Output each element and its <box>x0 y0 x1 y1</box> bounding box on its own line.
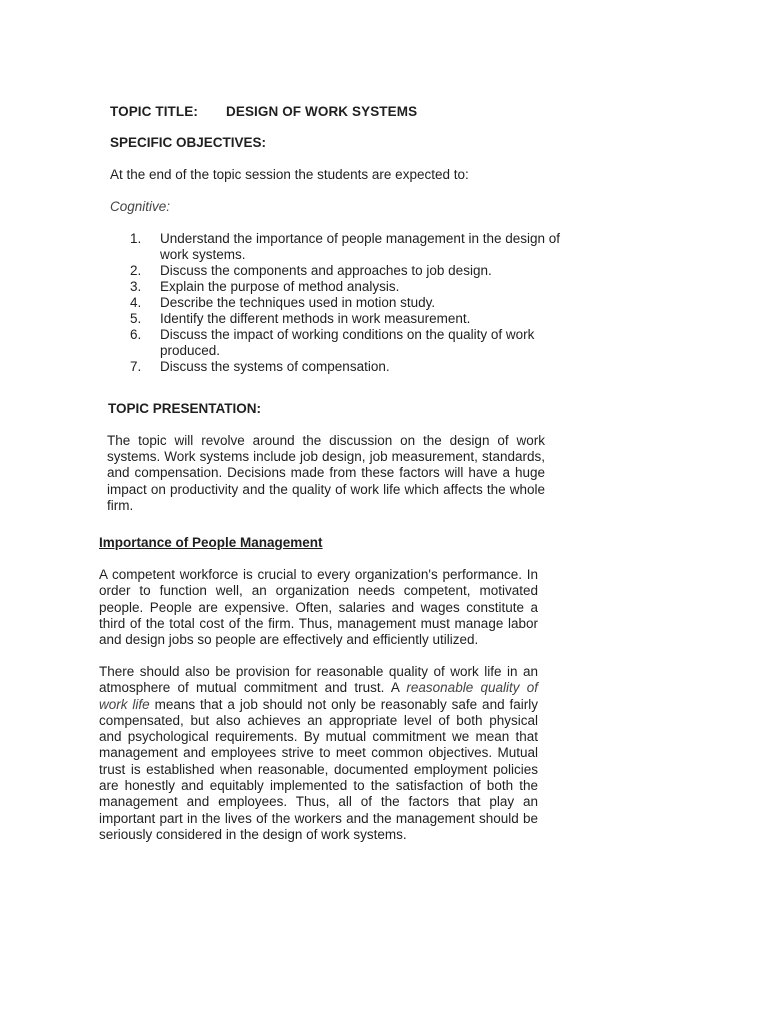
people-management-paragraph-2 <box>99 664 538 843</box>
objectives-list <box>130 231 580 375</box>
cognitive-label: Cognitive: <box>110 199 171 214</box>
presentation-paragraph: The topic will revolve around the discussion on the design of work systems. Work systems include job design, job measurement, standards, and compensation. Decisions made from these factors will have a huge impact on productivity and the quality of work life which affects the whole firm. <box>107 433 545 513</box>
objective-number: 7. <box>130 359 142 374</box>
objective-number: 6. <box>130 327 142 342</box>
objective-text: Discuss the systems of compensation. <box>160 359 390 374</box>
objective-text: Discuss the impact of working conditions on the quality of work produced. <box>160 327 535 358</box>
topic-title-row <box>110 104 417 119</box>
presentation-heading: TOPIC PRESENTATION: <box>108 401 262 416</box>
paragraph-2-text-start: There should also be provision for reasonable quality of work life in an atmosphere of mutual commitment and trust. A <box>99 664 538 696</box>
objective-item <box>130 327 580 359</box>
objective-text: Discuss the components and approaches to job design. <box>160 263 492 278</box>
objective-number: 4. <box>130 295 142 310</box>
people-management-paragraph-1: A competent workforce is crucial to every organization's performance. In order to function well, an organization needs competent, motivated people. People are expensive. Often, salaries and wages constitute a third of the total cost of the firm. Thus, management must manage labor and design jobs so people are effectively and efficiently utilized. <box>99 567 538 648</box>
objective-text: Identify the different methods in work measurement. <box>160 311 471 326</box>
objective-text: Understand the importance of people management in the design of work systems. <box>160 231 561 262</box>
objective-number: 3. <box>130 279 142 294</box>
topic-title-value: DESIGN OF WORK SYSTEMS <box>226 104 418 119</box>
paragraph-2-text-end: means that a job should not only be reasonably safe and fairly compensated, but also achieves an appropriate level of both physical and psychological requirements. By mutual commitment we mean that management and employees strive to meet common objectives. Mutual trust is established when reasonable, documented employment policies are honestly and equitably implemented to the satisfaction of both the management and employees. Thus, all of the factors that play an important part in the lives of the workers and the management should be seriously considered in the design of work systems. <box>99 696 538 842</box>
objective-number: 1. <box>130 231 142 246</box>
objective-number: 5. <box>130 311 142 326</box>
objective-item <box>130 231 580 263</box>
objective-item <box>130 295 580 311</box>
objective-number: 2. <box>130 263 142 278</box>
objectives-heading: SPECIFIC OBJECTIVES: <box>110 135 267 150</box>
objective-item <box>130 359 580 375</box>
topic-title-label: TOPIC TITLE: <box>110 104 198 119</box>
objectives-intro: At the end of the topic session the students are expected to: <box>110 167 469 182</box>
people-management-heading: Importance of People Management <box>99 535 323 550</box>
objective-text: Describe the techniques used in motion study. <box>160 295 436 310</box>
objective-item <box>130 279 580 295</box>
objective-item <box>130 311 580 327</box>
paragraph-2-emphasis: reasonable quality of work life <box>99 680 538 712</box>
objective-item <box>130 263 580 279</box>
objective-text: Explain the purpose of method analysis. <box>160 279 400 294</box>
